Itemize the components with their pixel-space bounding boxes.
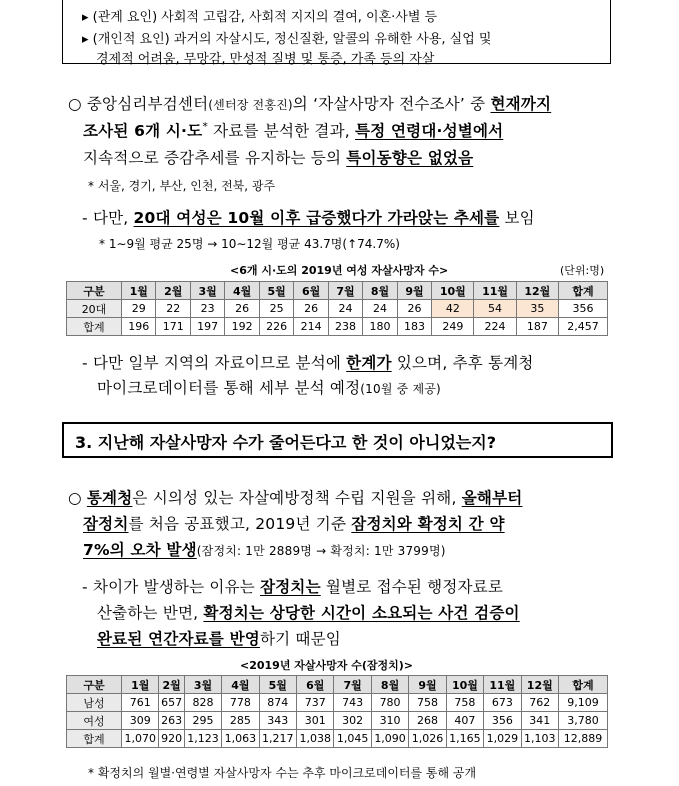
paragraph-line: - 차이가 발생하는 이유는 잠정치는 월별로 접수된 행정자료로	[82, 578, 504, 596]
section-heading: 3. 지난해 자살사망자 수가 줄어든다고 한 것이 아니었는지?	[75, 433, 496, 452]
bullet-icon: ▸	[82, 10, 89, 25]
footnote: * 1∼9월 평균 25명 → 10∼12월 평균 43.7명(↑74.7%)	[99, 237, 400, 251]
paragraph-line: 완료된 연간자료를 반영하기 때문임	[97, 630, 341, 648]
table-unit: (단위:명)	[560, 264, 605, 277]
table-row: 합계 196 171 197 192 226 214 238 180 183 249 224 187 2,457	[67, 318, 608, 336]
table-title: <6개 시·도의 2019년 여성 자살사망자 수>	[230, 264, 449, 277]
cause-item-individual: ▸ (개인적 요인) 과거의 자살시도, 정신질환, 알콜의 유해한 사용, 실업 및	[82, 32, 492, 47]
table-row: 합계 1,070 920 1,123 1,063 1,217 1,038 1,045 1,090 1,026 1,165 1,029 1,103 12,889	[67, 730, 608, 748]
paragraph-line: 지속적으로 증감추세를 유지하는 등의 특이동향은 없었음	[83, 149, 474, 167]
paragraph-line: 마이크로데이터를 통해 세부 분석 예정(10월 중 제공)	[97, 379, 441, 397]
paragraph-line: 조사된 6개 시·도* 자료를 분석한 결과, 특정 연령대·성별에서	[83, 119, 504, 140]
table-title: <2019년 자살사망자 수(잠정치)>	[240, 659, 414, 672]
cause-item-individual-cont: 경제적 어려움, 무망감, 만성적 질병 및 통증, 가족 등의 자살	[96, 52, 435, 67]
paragraph-line: ○ 통계청은 시의성 있는 자살예방정책 수립 지원을 위해, 올해부터	[68, 489, 523, 507]
paragraph-line: - 다만, 20대 여성은 10월 이후 급증했다가 가라앉는 추세를 보임	[82, 209, 535, 227]
table-row: 20대 29 22 23 26 25 26 24 24 26 42 54 35 356	[67, 300, 608, 318]
bullet-icon: ▸	[82, 32, 89, 47]
footnote: * 확정치의 월별·연령별 자살사망자 수는 추후 마이크로데이터를 통해 공개	[88, 766, 477, 780]
table-row: 남성 761 657 828 778 874 737 743 780 758 758 673 762 9,109	[67, 694, 608, 712]
paragraph-line: 산출하는 반면, 확정치는 상당한 시간이 소요되는 사건 검증이	[97, 604, 520, 622]
paragraph-line: 잠정치를 처음 공표했고, 2019년 기준 잠정치와 확정치 간 약	[83, 515, 505, 533]
cause-item-relationship: ▸ (관계 요인) 사회적 고립감, 사회적 지지의 결여, 이혼·사별 등	[82, 10, 438, 25]
circle-bullet: ○	[68, 489, 82, 507]
paragraph-line: - 다만 일부 지역의 자료이므로 분석에 한계가 있으며, 추후 통계청	[82, 354, 534, 372]
table-header-row: 구분 1월 2월 3월 4월 5월 6월 7월 8월 9월 10월 11월 12월 합계	[67, 676, 608, 694]
provisional-suicide-table	[66, 675, 608, 748]
circle-bullet: ○	[68, 95, 82, 113]
table-row: 여성 309 263 295 285 343 301 302 310 268 407 356 341 3,780	[67, 712, 608, 730]
female-suicide-table	[66, 281, 608, 336]
paragraph-line: 7%의 오차 발생(잠정치: 1만 2889명 → 확정치: 1만 3799명)	[83, 541, 446, 559]
table-header-row: 구분 1월 2월 3월 4월 5월 6월 7월 8월 9월 10월 11월 12월 합계	[67, 282, 608, 300]
footnote: * 서울, 경기, 부산, 인천, 전북, 광주	[88, 179, 276, 193]
paragraph-line: ○ 중앙심리부검센터(센터장 전홍진)의 ‘자살사망자 전수조사’ 중 현재까지	[68, 95, 552, 113]
